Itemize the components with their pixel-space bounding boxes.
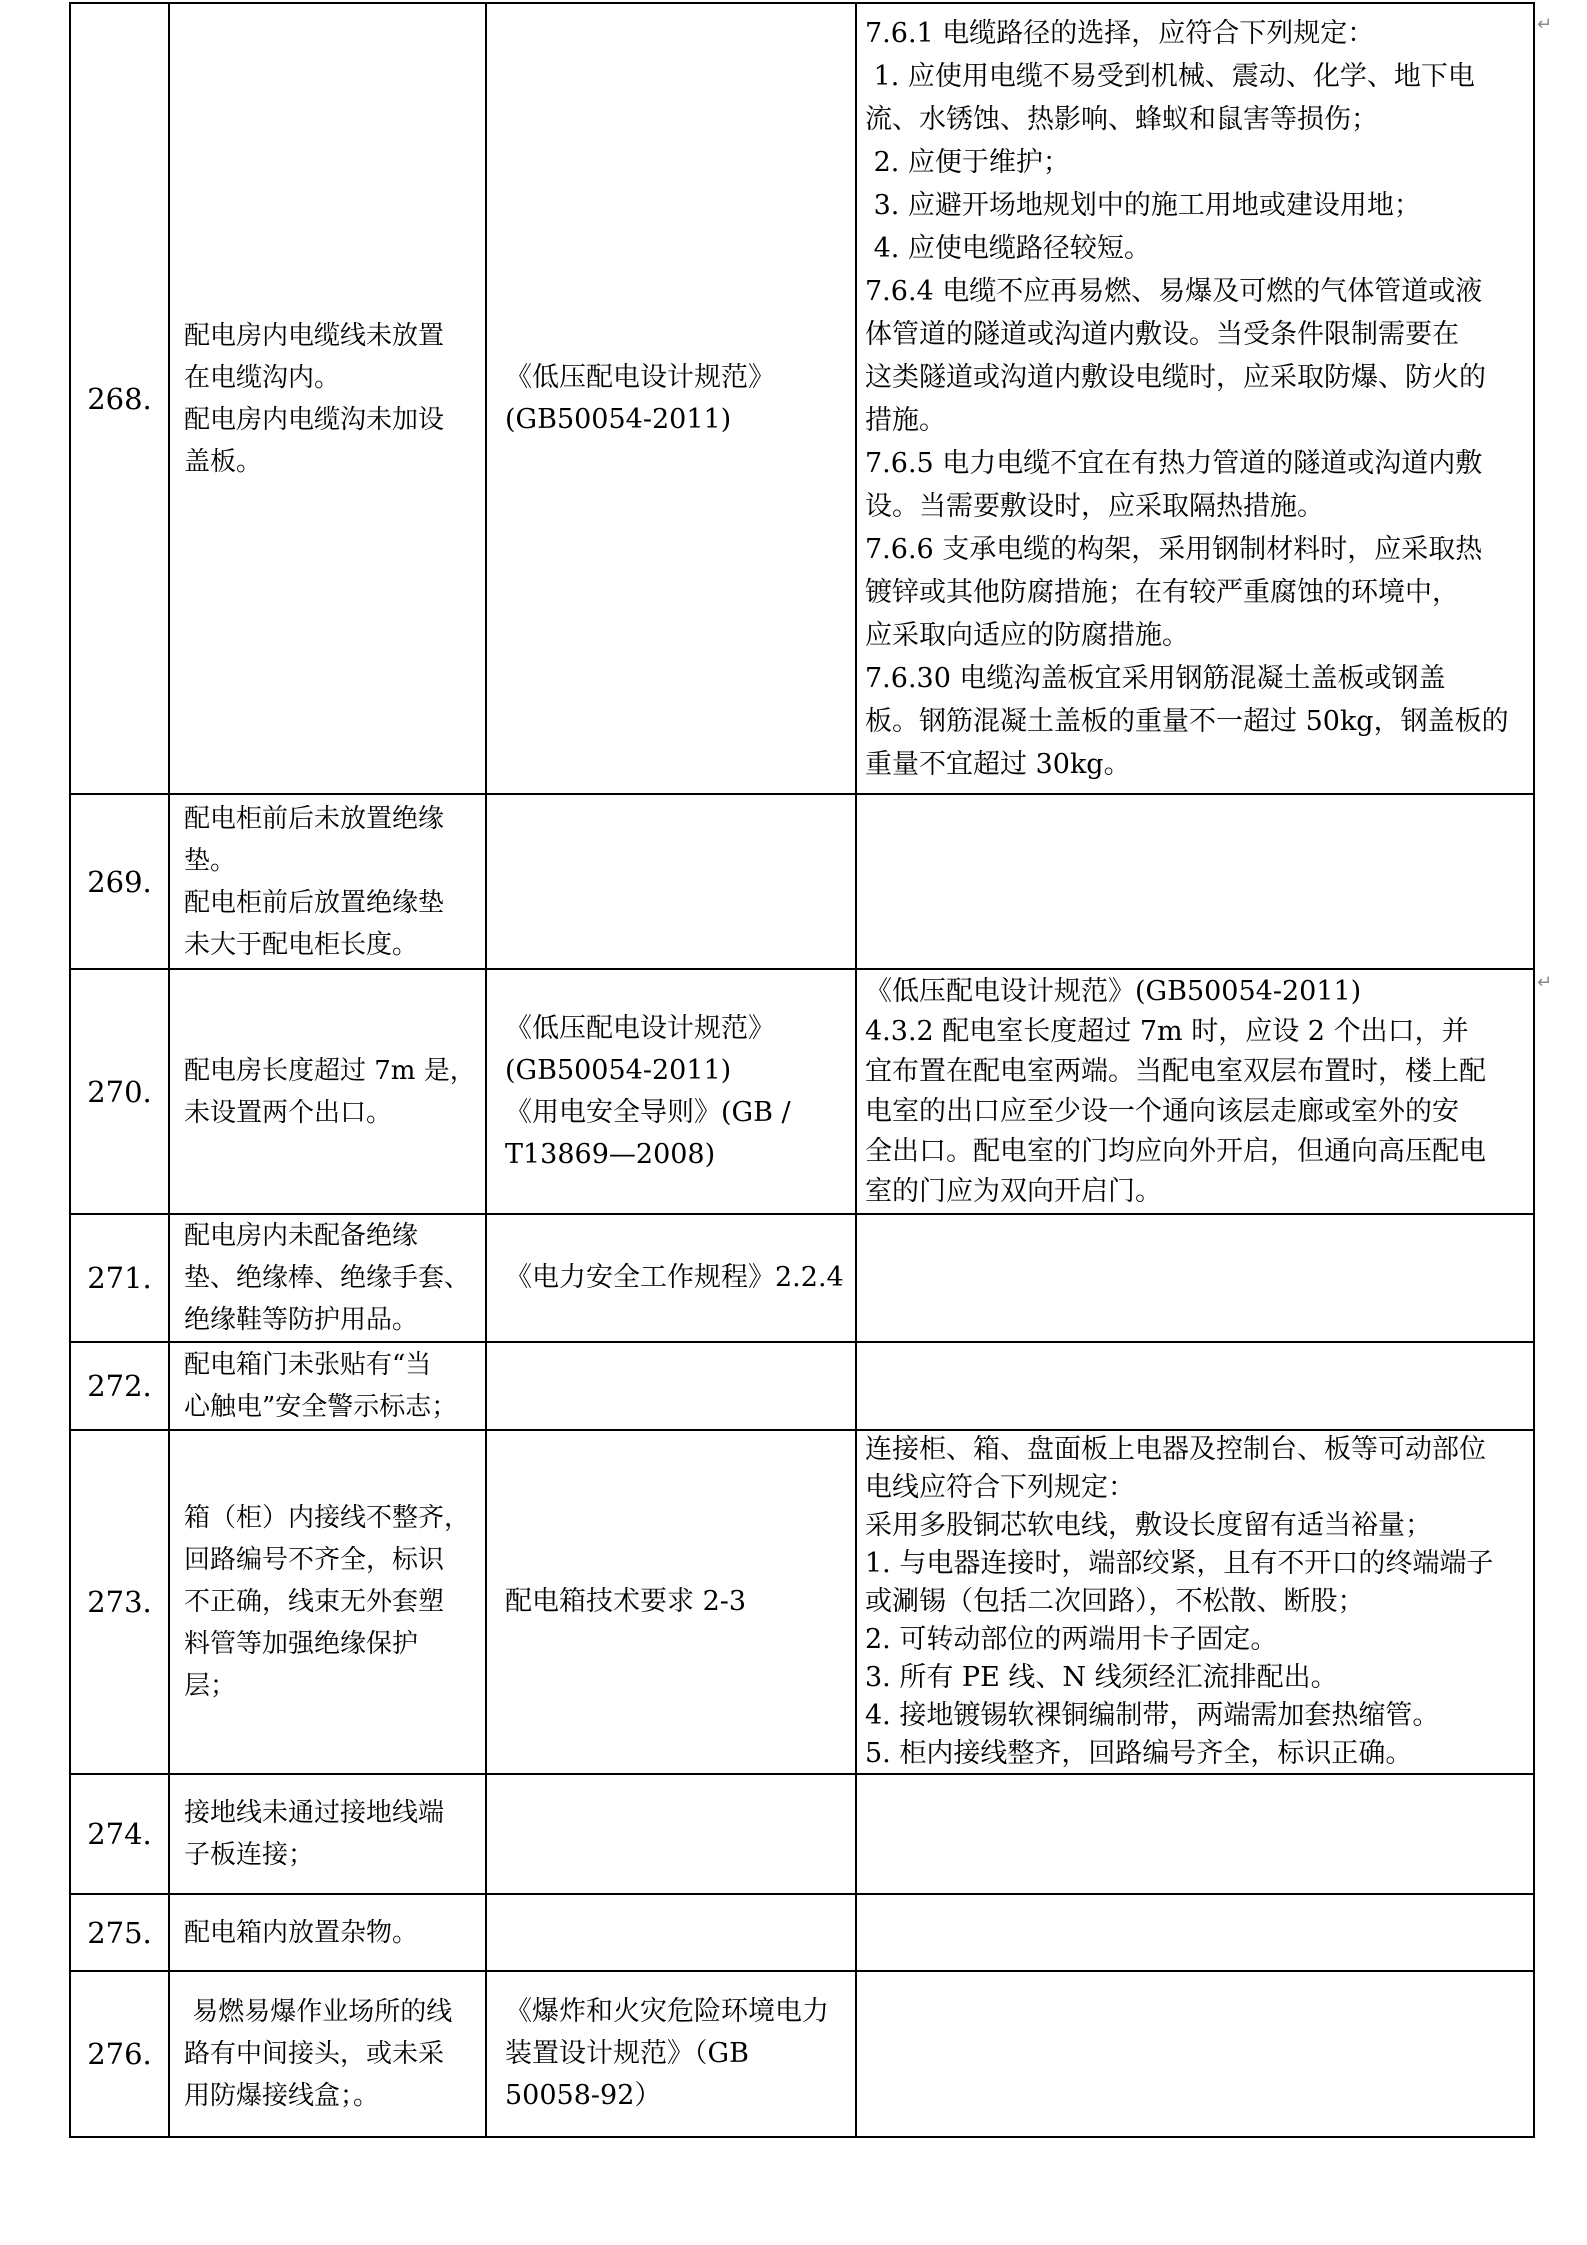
reference-cell xyxy=(486,1774,856,1894)
text-line: 配电房内电缆线未放置 xyxy=(184,320,445,351)
text-line: 采用多股铜芯软电线，敷设长度留有适当裕量； xyxy=(865,1510,1432,1541)
regulation-cell xyxy=(856,3,1534,794)
issue-cell xyxy=(169,3,486,794)
text-line: 宜布置在配电室两端。当配电室双层布置时，楼上配 xyxy=(865,1055,1486,1087)
row-number-cell xyxy=(70,1430,169,1774)
text-line: 配电房内电缆沟未加设 xyxy=(184,404,445,435)
text-line: 垫、绝缘棒、绝缘手套、 xyxy=(184,1263,471,1293)
regulations-table xyxy=(69,2,1535,2138)
issue-cell xyxy=(169,794,486,969)
text-line: 板。钢筋混凝土盖板的重量不一超过 50kg，钢盖板的 xyxy=(865,705,1509,737)
reference-cell xyxy=(486,1894,856,1971)
regulation-cell xyxy=(856,1430,1534,1774)
text-line: (GB50054-2011) xyxy=(505,403,732,435)
text-line: 镀锌或其他防腐措施；在有较严重腐蚀的环境中， xyxy=(865,576,1459,608)
text-line: 料管等加强绝缘保护 xyxy=(184,1629,419,1659)
text-line: 在电缆沟内。 xyxy=(184,362,341,393)
regulation-cell xyxy=(856,969,1534,1214)
issue-cell xyxy=(169,1971,486,2137)
regulation-cell xyxy=(856,1894,1534,1971)
regulation-cell xyxy=(856,1774,1534,1894)
issue-cell xyxy=(169,1894,486,1971)
reference-cell xyxy=(486,794,856,969)
regulation-cell xyxy=(856,1342,1534,1430)
text-line: 流、水锈蚀、热影响、蜂蚁和鼠害等损伤； xyxy=(865,103,1378,135)
text-line: 7.6.4 电缆不应再易燃、易爆及可燃的气体管道或液 xyxy=(865,275,1483,307)
reference-cell xyxy=(486,1342,856,1430)
text-line: 电线应符合下列规定： xyxy=(865,1472,1135,1503)
paragraph-mark: ↵ xyxy=(1537,972,1553,993)
text-line: 《低压配电设计规范》 xyxy=(505,1012,775,1044)
row-number: 276. xyxy=(87,2037,152,2071)
text-line: 装置设计规范》（GB xyxy=(505,2038,749,2069)
text-line: 5. 柜内接线整齐，回路编号齐全，标识正确。 xyxy=(865,1738,1413,1769)
row-number-cell xyxy=(70,969,169,1214)
text-line: 用防爆接线盒；。 xyxy=(184,2081,380,2111)
text-line: 电室的出口应至少设一个通向该层走廊或室外的安 xyxy=(865,1095,1459,1127)
text-line: 1. 与电器连接时，端部绞紧，且有不开口的终端端子 xyxy=(865,1548,1494,1579)
text-line: 措施。 xyxy=(865,404,946,436)
text-line: 未大于配电柜长度。 xyxy=(184,929,419,960)
text-line: 路有中间接头，或未采 xyxy=(184,2039,445,2069)
table-row-275 xyxy=(70,1894,1534,1971)
reference-cell xyxy=(486,1214,856,1342)
text-line: 7.6.30 电缆沟盖板宜采用钢筋混凝土盖板或钢盖 xyxy=(865,662,1446,694)
text-line: 配电房内未配备绝缘 xyxy=(184,1221,419,1251)
issue-cell xyxy=(169,1430,486,1774)
text-line: T13869—2008) xyxy=(505,1138,716,1170)
text-line: 垫。 xyxy=(184,845,237,876)
table-row-274 xyxy=(70,1774,1534,1894)
row-number: 272. xyxy=(87,1369,152,1403)
row-number-cell xyxy=(70,1342,169,1430)
table-row-272 xyxy=(70,1342,1534,1430)
text-line: 《电力安全工作规程》2.2.4 xyxy=(505,1262,844,1293)
row-number-cell xyxy=(70,1774,169,1894)
text-line: 体管道的隧道或沟道内敷设。当受条件限制需要在 xyxy=(865,318,1459,350)
reference-cell xyxy=(486,969,856,1214)
text-line: 1. 应使用电缆不易受到机械、震动、化学、地下电 xyxy=(865,60,1475,92)
row-number-cell xyxy=(70,1894,169,1971)
text-line: 应采取向适应的防腐措施。 xyxy=(865,619,1189,651)
issue-cell xyxy=(169,1214,486,1342)
row-number-cell xyxy=(70,794,169,969)
text-line: 接地线未通过接地线端 xyxy=(184,1798,445,1828)
table-row-273 xyxy=(70,1430,1534,1774)
text-line: 层； xyxy=(184,1671,237,1701)
text-line: 4.3.2 配电室长度超过 7m 时，应设 2 个出口，并 xyxy=(865,1015,1469,1047)
row-number: 271. xyxy=(87,1261,152,1295)
reference-cell xyxy=(486,1430,856,1774)
issue-cell xyxy=(169,969,486,1214)
regulation-cell xyxy=(856,794,1534,969)
text-line: 连接柜、箱、盘面板上电器及控制台、板等可动部位 xyxy=(865,1434,1486,1465)
text-line: 7.6.5 电力电缆不宜在有热力管道的隧道或沟道内敷 xyxy=(865,447,1483,479)
text-line: 2. 可转动部位的两端用卡子固定。 xyxy=(865,1624,1278,1655)
text-line: 《低压配电设计规范》 xyxy=(505,361,775,393)
text-line: 配电箱技术要求 2-3 xyxy=(505,1586,747,1617)
row-number-cell xyxy=(70,1214,169,1342)
text-line: 2. 应便于维护； xyxy=(865,146,1070,178)
text-line: 7.6.6 支承电缆的构架，采用钢制材料时，应采取热 xyxy=(865,533,1483,565)
row-number: 269. xyxy=(87,864,152,899)
paragraph-mark: ↵ xyxy=(1537,14,1553,35)
table-row-271 xyxy=(70,1214,1534,1342)
text-line: 《低压配电设计规范》(GB50054-2011) xyxy=(865,975,1362,1007)
regulation-cell xyxy=(856,1214,1534,1342)
text-line: 《用电安全导则》(GB / xyxy=(505,1096,791,1128)
text-line: 4. 接地镀锡软裸铜编制带，两端需加套热缩管。 xyxy=(865,1700,1440,1731)
text-line: 重量不宜超过 30kg。 xyxy=(865,748,1131,780)
text-line: 配电房长度超过 7m 是， xyxy=(184,1055,476,1086)
text-line: 3. 应避开场地规划中的施工用地或建设用地； xyxy=(865,189,1421,221)
text-line: 配电箱门未张贴有“当 xyxy=(184,1350,432,1380)
text-line: 不正确，线束无外套塑 xyxy=(184,1587,445,1617)
issue-cell xyxy=(169,1774,486,1894)
table-row-276 xyxy=(70,1971,1534,2137)
text-line: 心触电”安全警示标志； xyxy=(184,1392,458,1422)
text-line: 回路编号不齐全，标识 xyxy=(184,1545,445,1575)
text-line: 未设置两个出口。 xyxy=(184,1097,393,1128)
row-number: 274. xyxy=(87,1817,152,1851)
table-row-269 xyxy=(70,794,1534,969)
table-row-270 xyxy=(70,969,1534,1214)
text-line: 易燃易爆作业场所的线 xyxy=(184,1997,453,2027)
text-line: 4. 应使电缆路径较短。 xyxy=(865,232,1151,264)
text-line: 箱（柜）内接线不整齐， xyxy=(184,1503,471,1533)
row-number-cell xyxy=(70,3,169,794)
row-number: 273. xyxy=(87,1585,152,1619)
text-line: 50058-92） xyxy=(505,2080,662,2111)
text-line: 配电柜前后未放置绝缘 xyxy=(184,803,445,834)
reference-cell xyxy=(486,1971,856,2137)
text-line: 配电箱内放置杂物。 xyxy=(184,1917,419,1948)
text-line: 室的门应为双向开启门。 xyxy=(865,1175,1162,1207)
text-line: 《爆炸和火灾危险环境电力 xyxy=(505,1996,829,2027)
text-line: (GB50054-2011) xyxy=(505,1054,732,1086)
text-line: 绝缘鞋等防护用品。 xyxy=(184,1305,419,1335)
text-line: 盖板。 xyxy=(184,446,263,477)
regulation-cell xyxy=(856,1971,1534,2137)
text-line: 7.6.1 电缆路径的选择，应符合下列规定： xyxy=(865,17,1375,49)
text-line: 全出口。配电室的门均应向外开启，但通向高压配电 xyxy=(865,1135,1486,1167)
issue-cell xyxy=(169,1342,486,1430)
text-line: 子板连接； xyxy=(184,1840,315,1870)
text-line: 设。当需要敷设时，应采取隔热措施。 xyxy=(865,490,1324,522)
text-line: 这类隧道或沟道内敷设电缆时，应采取防爆、防火的 xyxy=(865,361,1486,393)
row-number: 268. xyxy=(87,381,152,416)
reference-cell xyxy=(486,3,856,794)
table-row-268 xyxy=(70,3,1534,794)
text-line: 配电柜前后放置绝缘垫 xyxy=(184,887,445,918)
row-number: 275. xyxy=(87,1915,152,1950)
text-line: 或涮锡（包括二次回路），不松散、断股； xyxy=(865,1586,1365,1617)
row-number-cell xyxy=(70,1971,169,2137)
row-number: 270. xyxy=(87,1074,152,1109)
text-line: 3. 所有 PE 线、N 线须经汇流排配出。 xyxy=(865,1662,1338,1693)
